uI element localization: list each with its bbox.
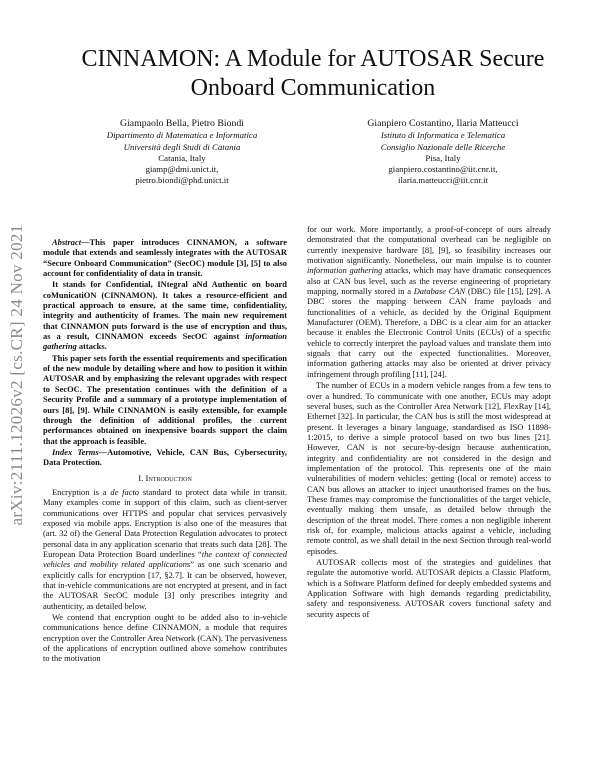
arxiv-identifier — [6, 210, 28, 540]
author-city: Pisa, Italy — [425, 152, 461, 163]
author-block-left — [82, 118, 282, 187]
author-dept: Dipartimento di Matematica e Informatica — [106, 130, 258, 141]
arxiv-id-text: arXiv:2111.12026v2 [cs.CR] 24 Nov 2021 — [7, 224, 26, 526]
author-names: Giampaolo Bella, Pietro Biondi — [119, 118, 245, 129]
author-dept: Istituto di Informatica e Telematica — [380, 130, 506, 141]
author-inst: Università degli Studi di Catania — [123, 141, 241, 152]
abstract-paragraph: Abstract—This paper introduces CINNAMON, a software module that extends and seamlessly integrates with the AUTOSAR “Secure Onboard Communication” (SecOC) module [3], [5] to also account for confidentiality of data in transit. — [43, 237, 287, 279]
body-paragraph: The number of ECUs in a modern vehicle ranges from a few tens to over a hundred. To communicate with one another, ECUs may adopt several buses, such as the Controller Area Network [12], FlexRay [14], Ethernet [32]. In particular, the CAN bus is still the most widespread at present. It leverages a binary language, standardised as ISO 11898-1:2015, to derive a simple protocol based on two bus lines [21]. However, CAN is not secure-by-design because authentication, integrity and confidentiality are not considered in the design and implementation of the protocol. This represents one of the main vulnerabilities of modern vehicles: getting (local or remote) access to CAN bus allows an attacker to inject unauthorised frames on the bus. These frames may compromise the functionalities of the target vehicle, eventually making them unsafe, as detailed below through the description of the threat model. There comes a non negligible inherent risk of, for example, malicious attacks against a vehicle, including remote control, as we shall detail in the next Section through real-world episodes. — [307, 380, 551, 556]
author-names: Gianpiero Costantino, Ilaria Matteucci — [367, 118, 519, 129]
body-paragraph: for our work. More importantly, a proof-of-concept of ours already demonstrated that the computational overhead can be negligible on currently inexpensive hardware [8], [9], so feasibility increases our motivation significantly. Nonetheless, our main impulse is to counter information gathering attacks, which may have dramatic consequences also at CAN bus level, such as the reverse engineering of proprietary mapping, normally stored in a Database CAN (DBC) file [15], [29]. A DBC stores the mapping between CAN frame payloads and functionalities of a vehicle, as decided by the Original Equipment Manufacturer (OEM). Therefore, a DBC is a clear aim for an attacker because it enables the Electronic Control Units (ECUs) of a specific vehicle to correctly interpret the payload values and translate them into signals that carry out the expected functionalities. Moreover, information gathering attacks may also be oriented at driver privacy infringement through profiling [11], [24]. — [307, 224, 551, 379]
body-paragraph: Encryption is a de facto standard to protect data while in transit. Many examples come in support of this claim, such as client-server communications over HTTPS and popular chat services pervasively exposed via mobile apps. Encryption is also one of the measures that (art. 32 of) the General Data Protection Regulation advocates to protect personal data in any application scenario that treats such data [28]. The European Data Protection Board underlines “the context of connected vehicles and mobility related applications” as one such scenario and explicitly calls for encryption [17, §2.7]. It can be observed, however, that in-vehicle communications are not encrypted at present, and in fact the AUTOSAR SecOC module [3] only prescribes integrity and authenticity, as detailed below. — [43, 486, 288, 611]
author-email: pietro.biondi@phd.unict.it — [135, 175, 229, 186]
right-column — [307, 224, 551, 620]
author-block-right — [338, 118, 548, 187]
abstract-paragraph: It stands for Confidential, INtegral aNd Authentic on board coMunicatiON (CINNAMON). It takes a resource-efficient and practical approach to ensure, at the same time, confidentiality, integrity and authenticity of frames. The main new requirement that CINNAMON puts forward is the use of encryption and thus, as a result, CINNAMON exceeds SecOC against information gathering attacks. — [43, 279, 287, 352]
body-paragraph: We contend that encryption ought to be added also to in-vehicle communications hence define CINNAMON, a module that requires encryption over the Controller Area Network (CAN). The pervasiveness of the applications of encryption outlined above somehow contributes to the motivation — [43, 612, 287, 664]
author-email: gianpiero.costantino@iit.cnr.it, — [388, 164, 498, 175]
paper-title: CINNAMON: A Module for AUTOSAR Secure Onboard Communication — [81, 46, 545, 101]
author-inst: Consiglio Nazionale delle Ricerche — [380, 141, 506, 152]
author-city: Catania, Italy — [158, 152, 206, 163]
author-email: ilaria.matteucci@iit.cnr.it — [398, 175, 488, 186]
left-column — [43, 237, 287, 665]
index-terms: Index Terms—Automotive, Vehicle, CAN Bus, Cybersecurity, Data Protection. — [43, 446, 287, 468]
body-paragraph: AUTOSAR collects most of the strategies and guidelines that regulate the automotive world. AUTOSAR depicts a Classic Platform, which is a Software Platform defined for deeply embedded systems and Application Software with high demands regarding predictability, safety and responsiveness. AUTOSAR covers functional safety and security aspects of — [307, 557, 551, 619]
abstract-paragraph: This paper sets forth the essential requirements and specification of the new module by detailing where and how to position it within AUTOSAR and by emphasizing the relevant upgrades with respect to SecOC. The presentation continues with the definition of a Security Profile and a summary of a prototype implementation of ours [8], [9]. While CINNAMON is easily extensible, for example through the definition of additional profiles, the current performances obtained on inexpensive boards support the claim that the approach is feasible. — [43, 352, 287, 446]
section-heading: I. Introduction — [138, 472, 192, 483]
author-email: giamp@dmi.unict.it, — [145, 164, 219, 175]
